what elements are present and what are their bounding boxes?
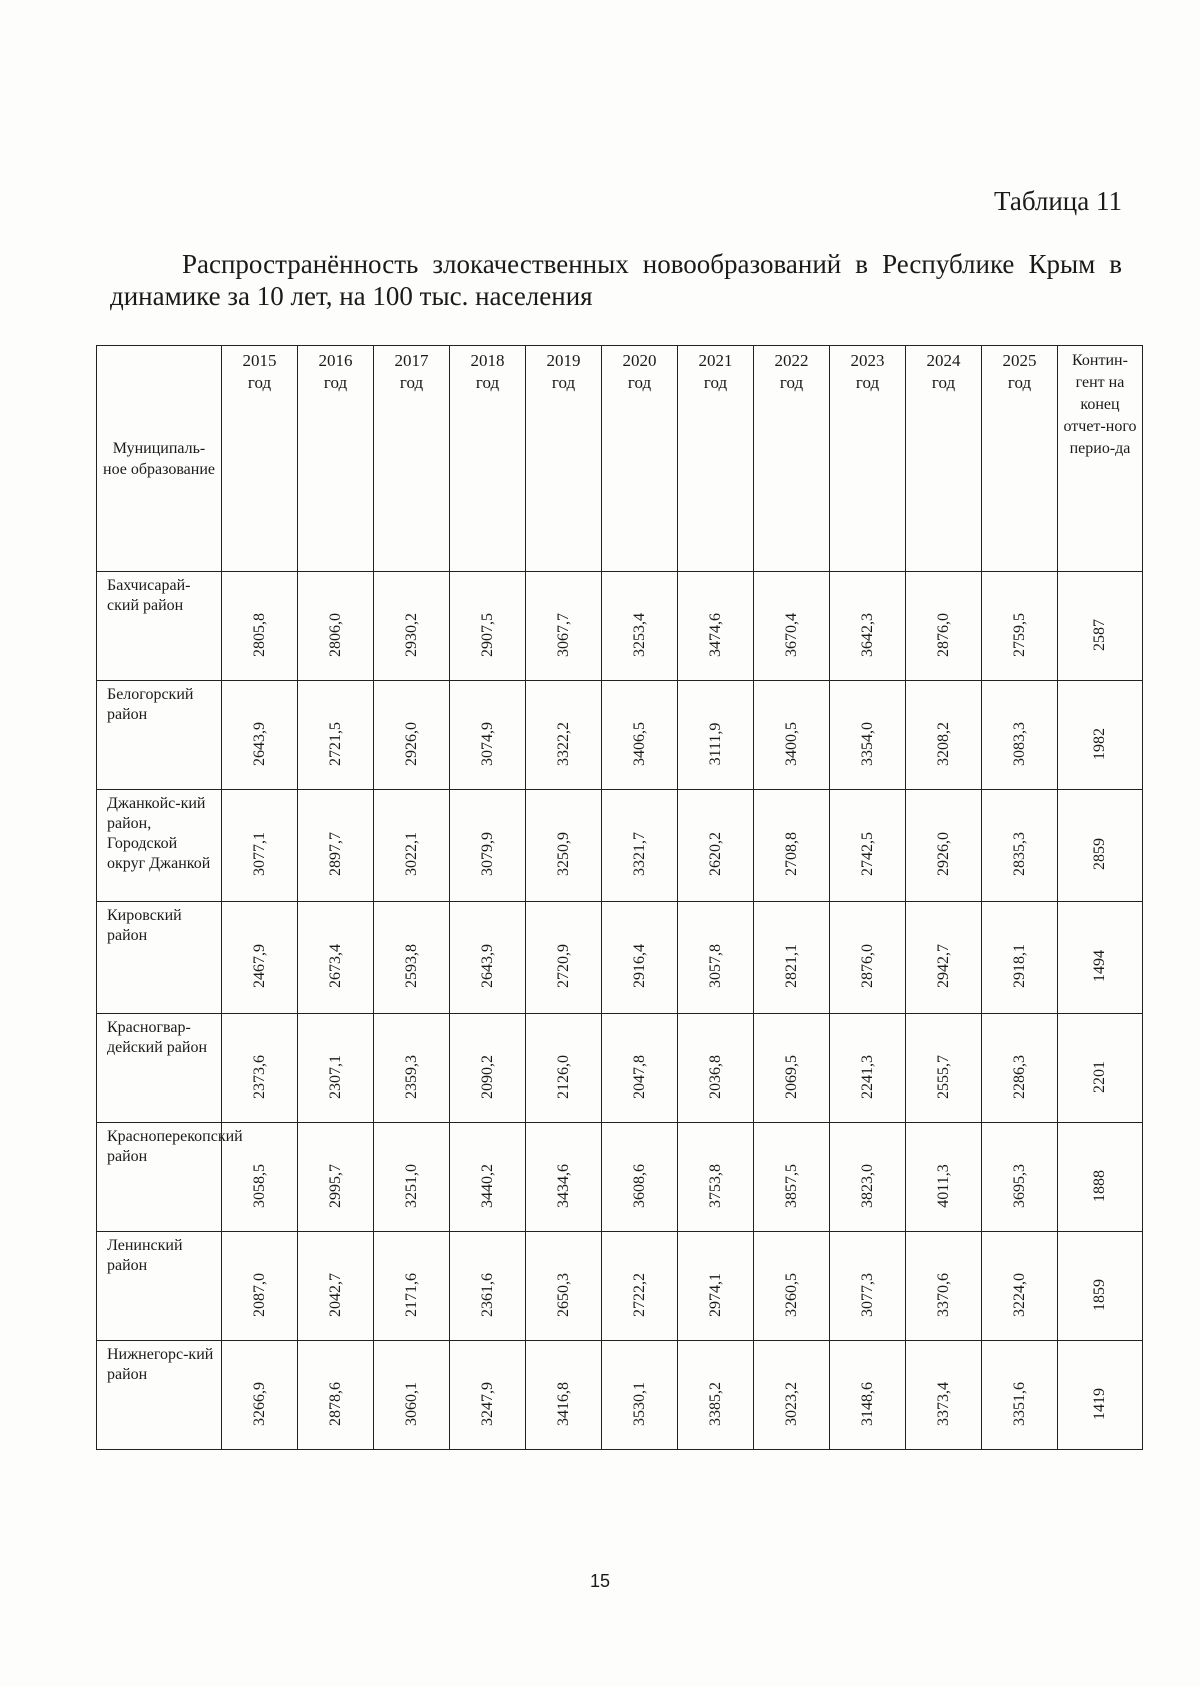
year-column-header bbox=[906, 346, 982, 572]
prevalence-value: 3074,9 bbox=[478, 721, 496, 766]
municipality-name: Белогорский район bbox=[97, 681, 222, 790]
value-cell bbox=[830, 572, 906, 681]
prevalence-value: 3250,9 bbox=[554, 832, 572, 877]
contingent-value: 2201 bbox=[1091, 1060, 1108, 1093]
prevalence-value: 3385,2 bbox=[706, 1381, 724, 1426]
table-title-line-1: Распространённость злокачественных новообразований в Республике Крым в bbox=[182, 249, 1122, 279]
value-cell bbox=[222, 902, 298, 1014]
prevalence-value: 2821,1 bbox=[782, 944, 800, 989]
value-cell bbox=[678, 1123, 754, 1232]
prevalence-value: 2876,0 bbox=[934, 612, 952, 657]
prevalence-value: 3067,7 bbox=[554, 612, 572, 657]
value-cell bbox=[754, 1123, 830, 1232]
value-cell bbox=[678, 790, 754, 902]
value-cell bbox=[222, 681, 298, 790]
prevalence-value: 3642,3 bbox=[858, 612, 876, 657]
prevalence-value: 3148,6 bbox=[858, 1381, 876, 1426]
table-row bbox=[97, 681, 1143, 790]
contingent-cell bbox=[1058, 681, 1143, 790]
value-cell bbox=[602, 1232, 678, 1341]
value-cell bbox=[222, 1123, 298, 1232]
prevalence-value: 2171,6 bbox=[402, 1272, 420, 1317]
prevalence-value: 3111,9 bbox=[706, 722, 724, 766]
prevalence-value: 3400,5 bbox=[782, 721, 800, 766]
table-row bbox=[97, 572, 1143, 681]
year-label: 2023 bbox=[850, 351, 885, 370]
year-suffix: год bbox=[323, 373, 348, 392]
prevalence-value: 3474,6 bbox=[706, 612, 724, 657]
value-cell bbox=[754, 1341, 830, 1450]
value-cell bbox=[754, 572, 830, 681]
value-cell bbox=[906, 572, 982, 681]
prevalence-value: 3695,3 bbox=[1010, 1163, 1028, 1208]
year-suffix: год bbox=[703, 373, 728, 392]
value-cell bbox=[222, 1232, 298, 1341]
prevalence-value: 3416,8 bbox=[554, 1381, 572, 1426]
prevalence-value: 3354,0 bbox=[858, 721, 876, 766]
value-cell bbox=[374, 1232, 450, 1341]
value-cell bbox=[754, 790, 830, 902]
year-suffix: год bbox=[627, 373, 652, 392]
value-cell bbox=[982, 572, 1058, 681]
value-cell bbox=[602, 1014, 678, 1123]
value-cell bbox=[450, 1014, 526, 1123]
prevalence-value: 2650,3 bbox=[554, 1272, 572, 1317]
year-label: 2022 bbox=[774, 351, 809, 370]
prevalence-value: 2897,7 bbox=[326, 832, 344, 877]
value-cell bbox=[526, 681, 602, 790]
municipality-name: Красногвар-дейский район bbox=[97, 1014, 222, 1123]
value-cell bbox=[906, 1123, 982, 1232]
prevalence-value: 2069,5 bbox=[782, 1054, 800, 1099]
prevalence-value: 3260,5 bbox=[782, 1272, 800, 1317]
value-cell bbox=[298, 1232, 374, 1341]
value-cell bbox=[526, 1123, 602, 1232]
prevalence-value: 2620,2 bbox=[706, 832, 724, 877]
value-cell bbox=[374, 790, 450, 902]
value-cell bbox=[754, 902, 830, 1014]
prevalence-value: 3022,1 bbox=[402, 832, 420, 877]
value-cell bbox=[602, 790, 678, 902]
prevalence-value: 2361,6 bbox=[478, 1272, 496, 1317]
table-header-row bbox=[97, 346, 1143, 572]
prevalence-value: 2036,8 bbox=[706, 1054, 724, 1099]
value-cell bbox=[906, 1014, 982, 1123]
contingent-cell bbox=[1058, 572, 1143, 681]
value-cell bbox=[678, 1014, 754, 1123]
prevalence-value: 2643,9 bbox=[250, 721, 268, 766]
prevalence-value: 2593,8 bbox=[402, 944, 420, 989]
value-cell bbox=[298, 790, 374, 902]
contingent-value: 1982 bbox=[1091, 727, 1108, 760]
prevalence-value: 2087,0 bbox=[250, 1272, 268, 1317]
value-cell bbox=[982, 1014, 1058, 1123]
year-column-header bbox=[678, 346, 754, 572]
prevalence-value: 2907,5 bbox=[478, 612, 496, 657]
table-number: Таблица 11 bbox=[994, 186, 1122, 216]
prevalence-value: 3373,4 bbox=[934, 1381, 952, 1426]
prevalence-value: 2759,5 bbox=[1010, 612, 1028, 657]
value-cell bbox=[754, 1014, 830, 1123]
prevalence-value: 2926,0 bbox=[934, 832, 952, 877]
table-row bbox=[97, 902, 1143, 1014]
value-cell bbox=[906, 1341, 982, 1450]
contingent-value: 1494 bbox=[1091, 950, 1108, 983]
value-cell bbox=[906, 902, 982, 1014]
prevalence-value: 2643,9 bbox=[478, 944, 496, 989]
value-cell bbox=[374, 902, 450, 1014]
prevalence-value: 3208,2 bbox=[934, 721, 952, 766]
value-cell bbox=[526, 1014, 602, 1123]
value-cell bbox=[526, 572, 602, 681]
year-label: 2021 bbox=[698, 351, 733, 370]
municipality-name: Нижнегорс-кий район bbox=[97, 1341, 222, 1450]
prevalence-value: 3077,3 bbox=[858, 1272, 876, 1317]
prevalence-value: 2090,2 bbox=[478, 1054, 496, 1099]
contingent-cell bbox=[1058, 1341, 1143, 1450]
prevalence-value: 3322,2 bbox=[554, 721, 572, 766]
table-title-line-2: динамике за 10 лет, на 100 тыс. населения bbox=[110, 281, 593, 311]
prevalence-value: 2916,4 bbox=[630, 944, 648, 989]
prevalence-value: 2742,5 bbox=[858, 832, 876, 877]
year-column-header bbox=[374, 346, 450, 572]
contingent-cell bbox=[1058, 1014, 1143, 1123]
prevalence-value: 2721,5 bbox=[326, 721, 344, 766]
prevalence-value: 2720,9 bbox=[554, 944, 572, 989]
prevalence-value: 2835,3 bbox=[1010, 832, 1028, 877]
value-cell bbox=[298, 1123, 374, 1232]
value-cell bbox=[298, 572, 374, 681]
contingent-cell bbox=[1058, 902, 1143, 1014]
year-label: 2020 bbox=[622, 351, 657, 370]
year-column-header bbox=[830, 346, 906, 572]
municipality-name: Бахчисарай-ский район bbox=[97, 572, 222, 681]
value-cell bbox=[298, 902, 374, 1014]
prevalence-value: 2876,0 bbox=[858, 944, 876, 989]
value-cell bbox=[830, 1341, 906, 1450]
year-column-header bbox=[298, 346, 374, 572]
year-column-header bbox=[602, 346, 678, 572]
value-cell bbox=[526, 1341, 602, 1450]
value-cell bbox=[830, 1232, 906, 1341]
prevalence-value: 3247,9 bbox=[478, 1381, 496, 1426]
prevalence-value: 2047,8 bbox=[630, 1054, 648, 1099]
value-cell bbox=[830, 790, 906, 902]
year-suffix: год bbox=[551, 373, 576, 392]
prevalence-value: 3753,8 bbox=[706, 1163, 724, 1208]
value-cell bbox=[982, 1232, 1058, 1341]
value-cell bbox=[374, 1014, 450, 1123]
value-cell bbox=[526, 1232, 602, 1341]
value-cell bbox=[678, 1232, 754, 1341]
prevalence-value: 2359,3 bbox=[402, 1054, 420, 1099]
value-cell bbox=[602, 681, 678, 790]
prevalence-value: 3058,5 bbox=[250, 1163, 268, 1208]
municipality-column-header: Муниципаль-ное образование bbox=[97, 346, 222, 572]
prevalence-value: 3406,5 bbox=[630, 721, 648, 766]
prevalence-value: 3077,1 bbox=[250, 832, 268, 877]
prevalence-value: 3434,6 bbox=[554, 1163, 572, 1208]
value-cell bbox=[982, 902, 1058, 1014]
value-cell bbox=[298, 1014, 374, 1123]
table-body bbox=[97, 572, 1143, 1450]
year-label: 2018 bbox=[470, 351, 505, 370]
prevalence-value: 3224,0 bbox=[1010, 1272, 1028, 1317]
value-cell bbox=[830, 1014, 906, 1123]
year-suffix: год bbox=[931, 373, 956, 392]
value-cell bbox=[602, 902, 678, 1014]
value-cell bbox=[906, 790, 982, 902]
prevalence-value: 2722,2 bbox=[630, 1272, 648, 1317]
year-column-header bbox=[450, 346, 526, 572]
prevalence-value: 2708,8 bbox=[782, 832, 800, 877]
value-cell bbox=[450, 572, 526, 681]
prevalence-value: 2806,0 bbox=[326, 612, 344, 657]
prevalence-value: 2918,1 bbox=[1010, 944, 1028, 989]
value-cell bbox=[830, 681, 906, 790]
municipality-name: Красноперекопский район bbox=[97, 1123, 222, 1232]
contingent-value: 1888 bbox=[1091, 1169, 1108, 1202]
prevalence-value: 3670,4 bbox=[782, 612, 800, 657]
value-cell bbox=[374, 681, 450, 790]
year-suffix: год bbox=[855, 373, 880, 392]
value-cell bbox=[450, 1341, 526, 1450]
year-suffix: год bbox=[1007, 373, 1032, 392]
value-cell bbox=[678, 572, 754, 681]
municipality-name: Ленинский район bbox=[97, 1232, 222, 1341]
prevalence-value: 3857,5 bbox=[782, 1163, 800, 1208]
prevalence-value: 2555,7 bbox=[934, 1054, 952, 1099]
prevalence-value: 3266,9 bbox=[250, 1381, 268, 1426]
year-suffix: год bbox=[399, 373, 424, 392]
prevalence-value: 2930,2 bbox=[402, 612, 420, 657]
prevalence-value: 2805,8 bbox=[250, 612, 268, 657]
year-column-header bbox=[526, 346, 602, 572]
year-label: 2025 bbox=[1002, 351, 1037, 370]
prevalence-value: 2126,0 bbox=[554, 1054, 572, 1099]
table-row bbox=[97, 1014, 1143, 1123]
municipality-name: Кировский район bbox=[97, 902, 222, 1014]
prevalence-value: 3057,8 bbox=[706, 944, 724, 989]
table-row bbox=[97, 1123, 1143, 1232]
table-row bbox=[97, 790, 1143, 902]
value-cell bbox=[374, 1341, 450, 1450]
value-cell bbox=[906, 1232, 982, 1341]
value-cell bbox=[982, 1123, 1058, 1232]
prevalence-table bbox=[96, 345, 1143, 1450]
value-cell bbox=[298, 1341, 374, 1450]
prevalence-value: 3823,0 bbox=[858, 1163, 876, 1208]
contingent-cell bbox=[1058, 790, 1143, 902]
value-cell bbox=[982, 1341, 1058, 1450]
value-cell bbox=[450, 790, 526, 902]
value-cell bbox=[754, 681, 830, 790]
value-cell bbox=[982, 681, 1058, 790]
page-number: 15 bbox=[589, 1571, 611, 1591]
prevalence-value: 3253,4 bbox=[630, 612, 648, 657]
contingent-value: 2587 bbox=[1091, 618, 1108, 651]
value-cell bbox=[526, 790, 602, 902]
prevalence-value: 2307,1 bbox=[326, 1054, 344, 1099]
prevalence-value: 3608,6 bbox=[630, 1163, 648, 1208]
year-column-header bbox=[222, 346, 298, 572]
prevalence-value: 3060,1 bbox=[402, 1381, 420, 1426]
prevalence-value: 3023,2 bbox=[782, 1381, 800, 1426]
year-label: 2015 bbox=[242, 351, 277, 370]
prevalence-value: 3530,1 bbox=[630, 1381, 648, 1426]
value-cell bbox=[678, 902, 754, 1014]
prevalence-value: 2673,4 bbox=[326, 944, 344, 989]
prevalence-value: 3251,0 bbox=[402, 1163, 420, 1208]
value-cell bbox=[678, 681, 754, 790]
year-suffix: год bbox=[475, 373, 500, 392]
value-cell bbox=[450, 681, 526, 790]
prevalence-value: 4011,3 bbox=[934, 1163, 952, 1208]
prevalence-value: 2286,3 bbox=[1010, 1054, 1028, 1099]
year-label: 2016 bbox=[318, 351, 353, 370]
year-suffix: год bbox=[247, 373, 272, 392]
value-cell bbox=[374, 1123, 450, 1232]
value-cell bbox=[754, 1232, 830, 1341]
value-cell bbox=[602, 572, 678, 681]
prevalence-value: 2926,0 bbox=[402, 721, 420, 766]
value-cell bbox=[374, 572, 450, 681]
value-cell bbox=[526, 902, 602, 1014]
prevalence-value: 2942,7 bbox=[934, 944, 952, 989]
year-column-header bbox=[754, 346, 830, 572]
prevalence-value: 2995,7 bbox=[326, 1163, 344, 1208]
contingent-value: 1859 bbox=[1091, 1278, 1108, 1311]
year-suffix: год bbox=[779, 373, 804, 392]
value-cell bbox=[450, 902, 526, 1014]
value-cell bbox=[450, 1232, 526, 1341]
prevalence-value: 2878,6 bbox=[326, 1381, 344, 1426]
value-cell bbox=[830, 902, 906, 1014]
contingent-cell bbox=[1058, 1232, 1143, 1341]
value-cell bbox=[678, 1341, 754, 1450]
value-cell bbox=[830, 1123, 906, 1232]
prevalence-value: 2467,9 bbox=[250, 944, 268, 989]
value-cell bbox=[222, 790, 298, 902]
prevalence-value: 3370,6 bbox=[934, 1272, 952, 1317]
table-row bbox=[97, 1232, 1143, 1341]
year-label: 2017 bbox=[394, 351, 429, 370]
prevalence-value: 3321,7 bbox=[630, 832, 648, 877]
value-cell bbox=[602, 1123, 678, 1232]
value-cell bbox=[602, 1341, 678, 1450]
prevalence-value: 2042,7 bbox=[326, 1272, 344, 1317]
prevalence-value: 3440,2 bbox=[478, 1163, 496, 1208]
year-label: 2024 bbox=[926, 351, 961, 370]
prevalence-value: 2974,1 bbox=[706, 1272, 724, 1317]
prevalence-value: 3083,3 bbox=[1010, 721, 1028, 766]
prevalence-value: 2241,3 bbox=[858, 1054, 876, 1099]
value-cell bbox=[298, 681, 374, 790]
prevalence-value: 2373,6 bbox=[250, 1054, 268, 1099]
value-cell bbox=[222, 572, 298, 681]
value-cell bbox=[906, 681, 982, 790]
municipality-name: Джанкойс-кий район, Городской округ Джанкой bbox=[97, 790, 222, 902]
table-title bbox=[110, 248, 1122, 312]
prevalence-value: 3351,6 bbox=[1010, 1381, 1028, 1426]
contingent-cell bbox=[1058, 1123, 1143, 1232]
contingent-value: 1419 bbox=[1091, 1387, 1108, 1420]
prevalence-value: 3079,9 bbox=[478, 832, 496, 877]
year-label: 2019 bbox=[546, 351, 581, 370]
value-cell bbox=[450, 1123, 526, 1232]
year-column-header bbox=[982, 346, 1058, 572]
value-cell bbox=[222, 1341, 298, 1450]
contingent-column-header: Контин-гент на конец отчет-ного перио-да bbox=[1058, 346, 1143, 572]
value-cell bbox=[982, 790, 1058, 902]
contingent-value: 2859 bbox=[1091, 838, 1108, 871]
table-row bbox=[97, 1341, 1143, 1450]
value-cell bbox=[222, 1014, 298, 1123]
